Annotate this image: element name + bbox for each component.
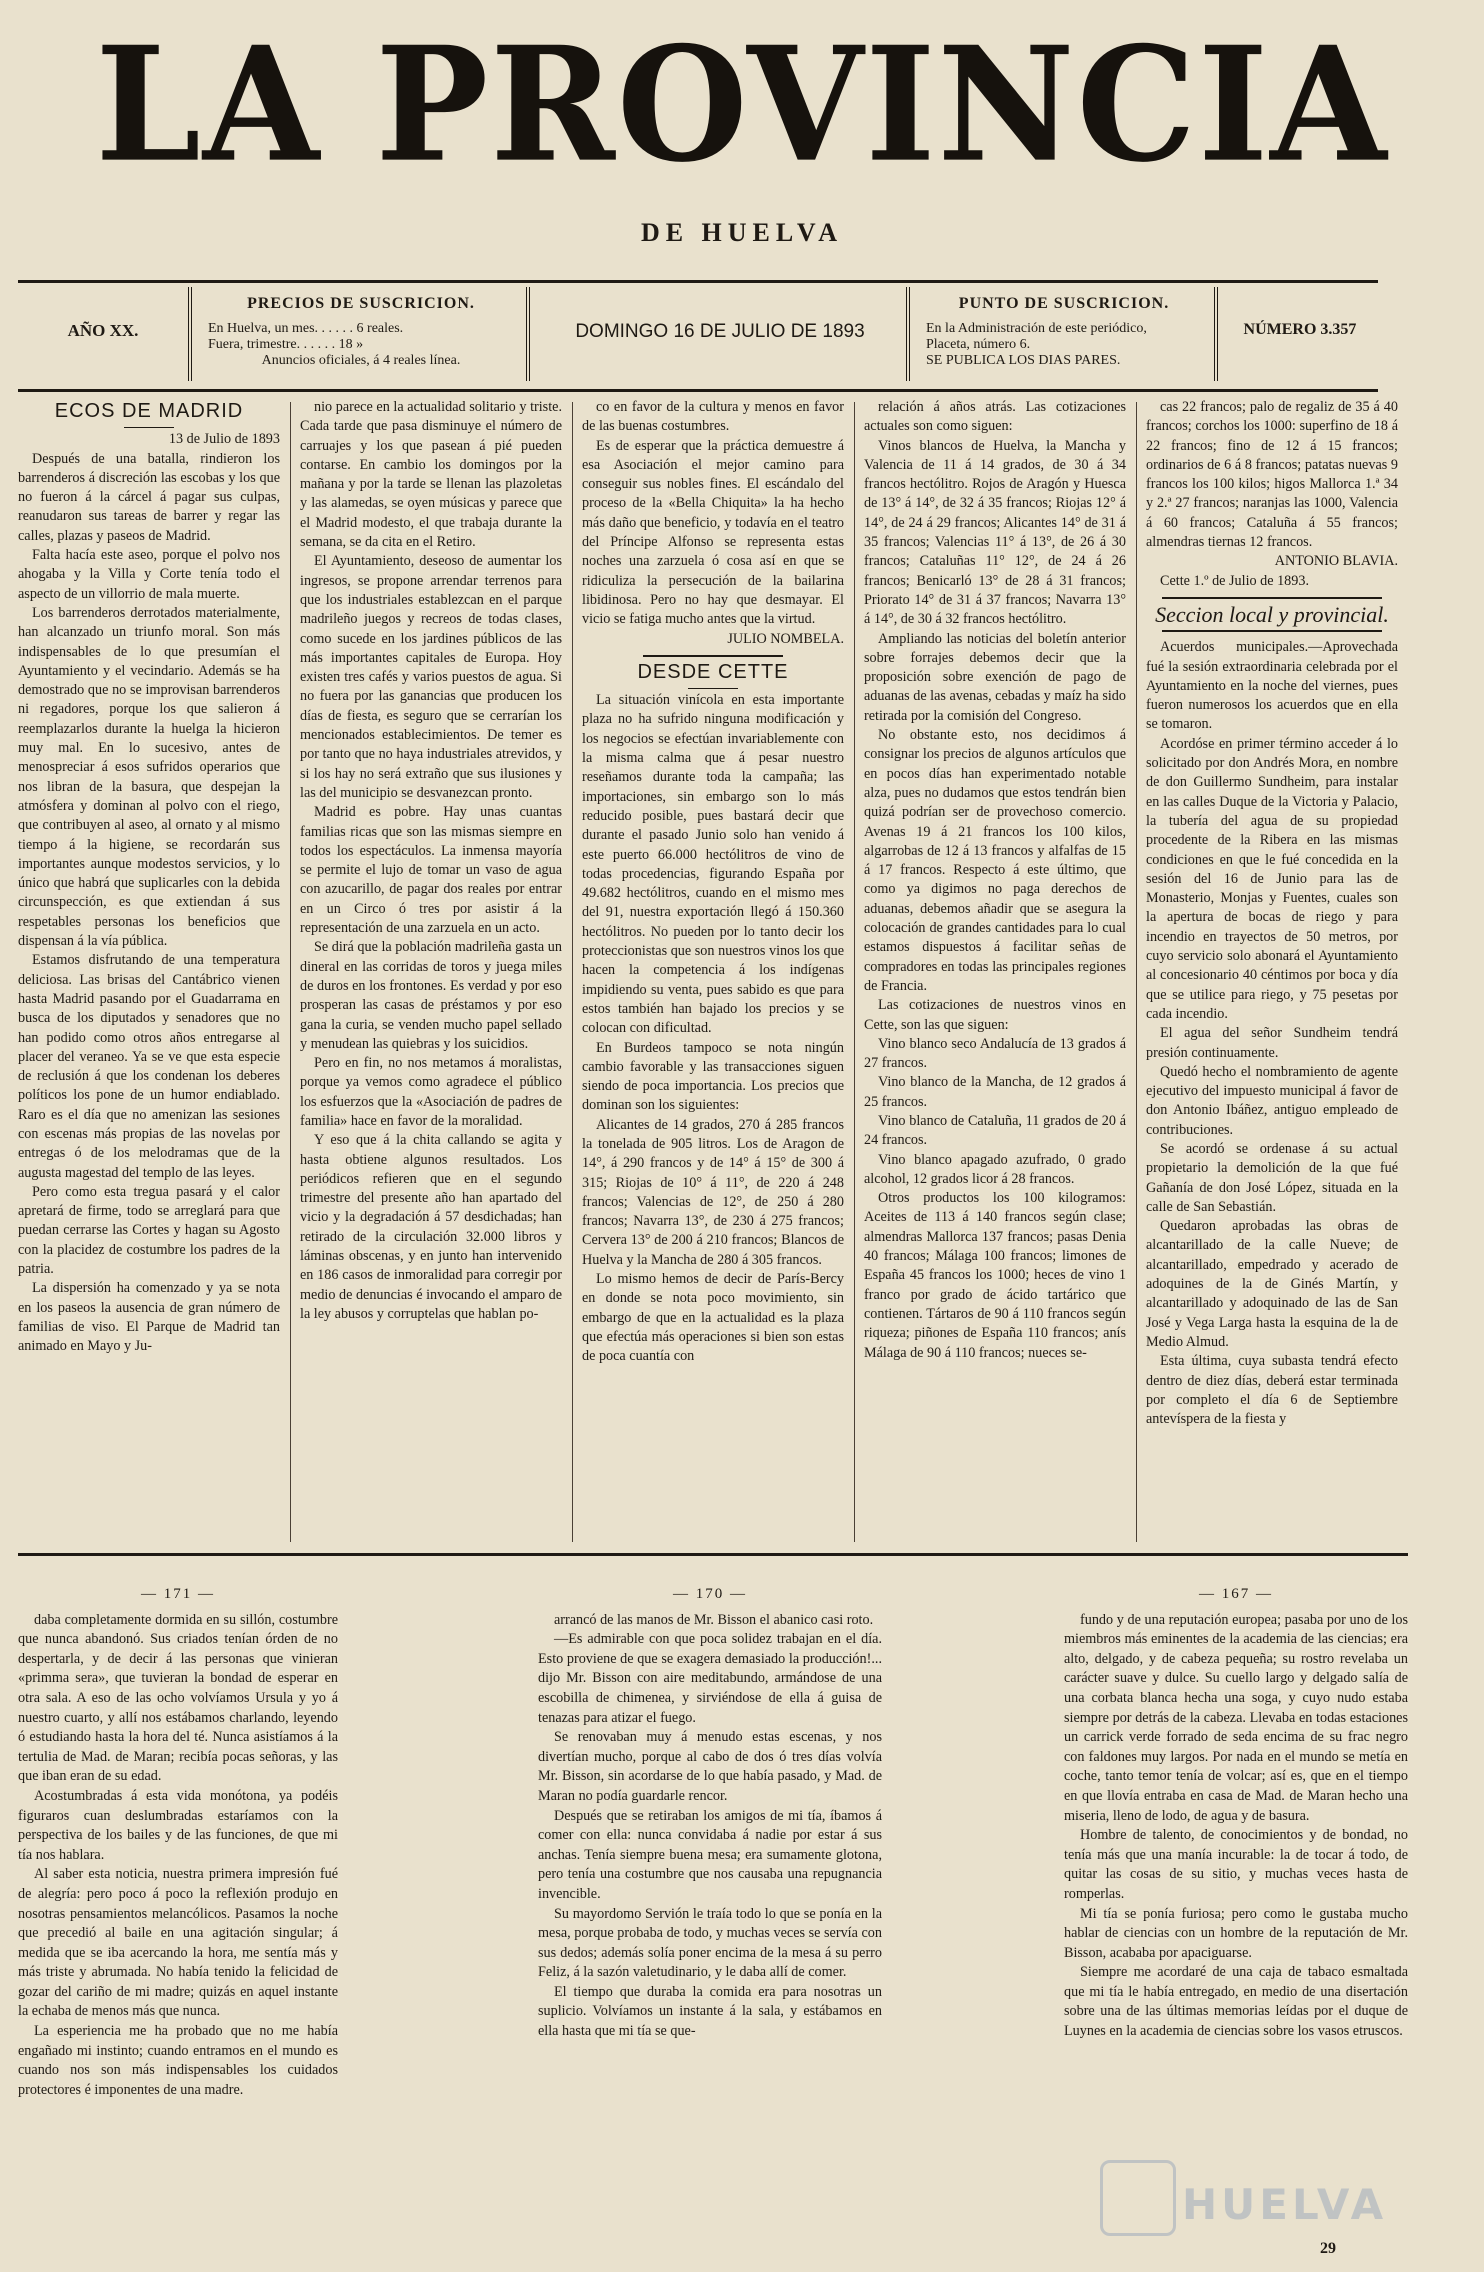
paragraph: Ampliando las noticias del boletín anterior sobre forrajes debemos decir que la proposición sobre exención de pago de aduanas de las avenas, cebadas y maíz ha sido retirada por la comisión del Congreso. <box>864 630 1126 724</box>
paragraph: Vino blanco apagado azufrado, 0 grado alcohol, 12 grados licor á 28 francos. <box>864 1151 1126 1187</box>
paragraph: Es de esperar que la práctica demuestre á esa Asociación el mejor camino para conseguir sus nobles fines. El escándalo del proceso de la «Bella Chiquita» la ha hecho más daño que beneficio, y todavía en el teatro del Príncipe Alfonso se representa estas noches una zarzuela ó cosa así en que se ridiculiza la persecución de la bailarina libidinosa. Pero no hay que desmayar. El vicio se fatiga mucho antes que la virtud. <box>582 437 844 628</box>
folletin-column-2 <box>538 1585 882 2245</box>
column-1 <box>18 398 280 1546</box>
section-title: DESDE CETTE <box>637 660 789 683</box>
divider <box>526 287 530 381</box>
signature: JULIO NOMBELA. <box>727 630 844 647</box>
paragraph: Acuerdos municipales.—Aprovechada fué la sesión extraordinaria celebrada por el Ayuntamiento en la noche del viernes, pues fueron numerosos los acuerdos que en ella se tomaron. <box>1146 639 1398 733</box>
paragraph: —Es admirable con que poca solidez trabajan en el día. Esto proviene de que se exagera demasiado la producción!... dijo Mr. Bisson con aire meditabundo, armándose de una escobilla de chimenea, y sirviéndose de ella á guisa de tenazas para atizar el fuego. <box>538 1631 882 1726</box>
paragraph: Acordóse en primer término acceder á lo solicitado por don Andrés Mora, en nombre de don Guillermo Sundheim, para instalar en las calles Duque de la Victoria y Palacio, la tubería del agua de su propiedad procedente de la Ribera en las mismas condiciones en que le fué concedida en la sesión del 16 de Junio para las de Monasterio, Monjas y Fuentes, cuales son la apertura de bocas de riego y para incendio en trayectos de 50 metros, por cuyo servicio solo abonará el Ayuntamiento al concesionario 40 céntimos por boca y día que se utilice para riego, y 75 pesetas por cada incendio. <box>1146 735 1398 1022</box>
paragraph: Se dirá que la población madrileña gasta un dineral en las corridas de toros y juega miles de duros en los frontones. Es verdad y por eso prosperan las casas de préstamos y por eso gana la curia, se venden mucho papel sellado y menudean las quiebras y los suicidios. <box>300 939 562 1052</box>
subscription-line: Placeta, número 6. <box>926 337 1031 352</box>
paragraph: El agua del señor Sundheim tendrá presión continuamente. <box>1146 1025 1398 1061</box>
paragraph: nio parece en la actualidad solitario y triste. Cada tarde que pasa disminuye el número de carruajes y los que pasean á pié pueden contarse. En cambio los domingos por la mañana y por la tarde se llenan las plazoletas y las alamedas, se oyen músicas y parece que el Madrid modesto, el que trabaja durante la semana, se da cita en el Retiro. <box>300 399 562 551</box>
newspaper-subtitle: DE HUELVA <box>640 218 844 247</box>
paragraph: Al saber esta noticia, nuestra primera impresión fué de alegría: pero poco á poco la reflexión produjo en nosotras pensamientos melancólicos. Pasamos la noche que precedió al baile en una agitación singular; á medida que se iba acercando la hora, me sentía más y más triste y abrumada. No había tenido la felicidad de gozar del cariño de mi madre; quizás en aquel instante la echaba de menos más que nunca. <box>18 1866 338 2020</box>
paragraph: Mi tía se ponía furiosa; pero como le gustaba mucho hablar de ciencias con un hombre de la reputación de Mr. Bisson, acababa por apaciguarse. <box>1064 1905 1408 1961</box>
paragraph: Después de una batalla, rindieron los barrenderos á discreción las escobas y los que no fueron á la cárcel á pagar sus culpas, reanudaron sus tareas de barrer y regar las calles, plazas y paseos de Madrid. <box>18 450 280 544</box>
paragraph: Otros productos los 100 kilogramos: Aceites de 113 á 140 francos según clase; almendras Mallorca 137 francos; pasas Denia 40 francos; Málaga 100 francos; limones de España 45 francos los 1000; heces de vino 1 franco por grado de ácido tartárico que contienen. Tártaros de 90 á 110 francos según riqueza; piñones de España 110 francos; anís Málaga de 90 á 110 francos; nueces se- <box>864 1190 1126 1361</box>
folletin-section <box>18 1585 1408 2245</box>
masthead <box>0 0 1484 265</box>
paragraph: Vinos blancos de Huelva, la Mancha y Valencia de 11 á 14 grados, de 30 á 34 francos hectólitro. Rojos de Aragón y Huesca de 13° á 14°, de 32 á 35 francos; Riojas 12° á 14°, de 24 á 29 francos; Alicantes 14° de 31 á 35 francos; Valencias 11° á 13°, de 26 á 30 francos; Cataluñas 11° 12°, de 24 á 26 francos; Benicarló 13° de 28 á 31 francos; Priorato 14° de 31 á 37 francos; Navarra 13° á 14°, de 30 á 32 francos hectólitro. <box>864 437 1126 628</box>
paragraph: Quedaron aprobadas las obras de alcantarillado de la calle Nueve; de alcantarillado, empedrado y acerado de adoquines de la de Ginés Martín, y alcantarillado y adoquinado de las de San José y Vega Larga hasta la esquina de la de Medio Almud. <box>1146 1218 1398 1350</box>
paragraph: Se acordó se ordenase á su actual propietario la demolición de la que fué Gañanía de don José López, situada en la calle de San Sebastián. <box>1146 1140 1398 1215</box>
prices-cell <box>196 283 526 383</box>
subscription-title: PUNTO DE SUSCRICION. <box>958 295 1170 312</box>
date-cell <box>534 283 906 383</box>
folletin-divider <box>18 1553 1408 1556</box>
year-cell <box>18 283 188 383</box>
library-watermark <box>1100 2150 1400 2240</box>
paragraph: No obstante esto, nos decidimos á consignar los precios de algunos artículos que en pocos días han experimentado notable alza, pues no dudamos que estos tendrán bien quizá podrían ser de provechoso comercio. Avenas 19 á 21 francos los 100 kilos, algarrobas de 12 á 13 francos y alfalfas de 15 á 17 francos. Respecto á este último, que como ya digimos no paga derechos de aduanas, debemos añadir que se asegura la colocación de grandes cantidades para lo cual estamos dispuestos á facilitar señas de compradores en todas las principales regiones de Francia. <box>864 727 1126 994</box>
divider <box>643 655 783 657</box>
paragraph: Pero en fin, no nos metamos á moralistas, porque ya vemos como agradece el público los esfuerzos que la «Asociación de padres de familia» hace en favor de la moralidad. <box>300 1055 562 1129</box>
paragraph: relación á años atrás. Las cotizaciones actuales son como siguen: <box>864 399 1126 435</box>
paragraph: daba completamente dormida en su sillón, costumbre que nunca abandonó. Sus criados tenían órden de no despertarla, y de decir á las personas que vinieran «primma sera», que tuvieran la bondad de esperar en otra sala. A eso de las ocho volvíamos Ursula y yo á nuestro cuarto, y allí nos estábamos charlando, leyendo ó estudiando hasta la hora del té. Nunca asistíamos á la tertulia de Mad. de Maran; recibía pocas señoras, y las que iban eran de su edad. <box>18 1611 338 1785</box>
paragraph: Después que se retiraban los amigos de mi tía, íbamos á comer con ella: nunca convidaba á nadie por estar á sus anchas. Tenía siempre buena mesa; era sumamente glotona, pero tenía una costumbre que nos causaba una repugnancia invencible. <box>538 1807 882 1902</box>
page-number: — 170 — <box>673 1586 747 1602</box>
newspaper-title: LA PROVINCIA <box>95 12 1389 198</box>
divider <box>906 287 910 381</box>
divider <box>124 427 174 428</box>
divider <box>1214 287 1218 381</box>
paragraph: Se renovaban muy á menudo estas escenas, y nos divertían mucho, porque al cabo de dos ó tres días volvía Mr. Bisson, sin acordarse de lo que había pasado, y Mad. de Maran no podía guardarle rencor. <box>538 1729 882 1804</box>
prices-line: En Huelva, un mes. . . . . . 6 reales. <box>208 321 404 336</box>
section-title: Seccion local y provincial. <box>1155 601 1389 627</box>
paragraph: Madrid es pobre. Hay unas cuantas familias ricas que son las mismas siempre en todos los espectáculos. La inmensa mayoría se permite el lujo de tomar un vaso de agua con azucarillo, de pagar dos reales por entrar en un Circo ó tres por asistir á la representación de una zarzuela en un acto. <box>300 804 562 937</box>
column-3 <box>582 398 844 1546</box>
divider <box>1162 630 1382 632</box>
info-bar <box>18 280 1378 392</box>
divider <box>188 287 192 381</box>
subscription-line: SE PUBLICA LOS DIAS PARES. <box>926 353 1121 368</box>
folletin-column-3 <box>1064 1585 1408 2245</box>
column-4 <box>864 398 1126 1546</box>
folio-number: 29 <box>1320 2240 1336 2257</box>
paragraph: Vino blanco de la Mancha, de 12 grados á 25 francos. <box>864 1074 1126 1110</box>
year-label: AÑO XX. <box>67 321 139 340</box>
subscription-cell <box>914 283 1214 383</box>
number-cell <box>1222 283 1378 383</box>
paragraph: Esta última, cuya subasta tendrá efecto dentro de diez días, deberá estar terminada por completo el día 6 de Septiembre antevíspera de la fiesta y <box>1146 1353 1398 1428</box>
paragraph: Hombre de talento, de conocimientos y de bondad, no tenía más que una manía incurable: la de tocar á todo, de quitar las cosas de su sitio, y muchas veces hasta de romperlas. <box>1064 1827 1408 1902</box>
paragraph: Acostumbradas á esta vida monótona, ya podéis figuraros cuan deslumbradas estaríamos con la perspectiva de los bailes y de las funciones, de que mi tía nos hablara. <box>18 1787 338 1863</box>
paragraph: El Ayuntamiento, deseoso de aumentar los ingresos, se propone arrendar terrenos para que los industriales establezcan en el parque madrileño juegos y recreos de todas clases, como sucede en los jardines públicos de las más importantes capitales de Europa. Hoy existen tres cafés y varios puestos de agua. Si no fuera por las ganancias que producen los días de fiesta, es seguro que se cerrarían los mencionados establecimientos. De temer es por tanto que no haya industriales atrevidos, y si los hay no será extraño que sus ilusiones y las del municipio se desvanezcan pronto. <box>300 553 562 801</box>
paragraph: arrancó de las manos de Mr. Bisson el abanico casi roto. <box>554 1611 874 1628</box>
paragraph: Los barrenderos derrotados materialmente, han alcanzado un triunfo moral. Son más indispensables de lo que presumían el Ayuntamiento y el vecindario. Además se ha demostrado que no se improvisan barrenderos ni regadores, porque los que salieron á reemplazarlos durante la huelga la hicieron muy mal. En lo sucesivo, antes de menospreciar á esos sufridos operarios que nos libran de la basura, que despejan la atmósfera y dominan al polvo con el riego, que contribuyen al aseo, al ornato y al mismo tiempo á la higiene, se recordarán sus importantes aunque modestos servicios, y lo único que habrá que suplicarles con la debida circunspección, es que extiendan á sus respetables personas los beneficios que dispensan á la vía pública. <box>18 604 280 950</box>
column-2 <box>300 398 562 1546</box>
page-number: — 171 — <box>141 1586 215 1602</box>
paragraph: En Burdeos tampoco se nota ningún cambio favorable y las transacciones siguen siendo de poca importancia. Los precios que dominan son los siguientes: <box>582 1039 844 1114</box>
paragraph: Y eso que á la chita callando se agita y hasta obtiene algunos resultados. Los periódicos refieren que en el segundo trimestre del presente año han apartado del vicio y la degradación á 57 desdichadas; han retirado de la circulación 32.000 libros y láminas obscenas, y en junto han intervenido en 186 casos de inmoralidad para corregir por medio de denuncias é invocando el amparo de la ley abusos y corruptelas que hablan po- <box>300 1132 562 1322</box>
paragraph: La situación vinícola en esta importante plaza no ha sufrido ninguna modificación y los negocios se efectúan invariablemente con la misma calma que á pesar nuestro reseñamos durante toda la campaña; las importaciones, sin embargo son lo más reducido posible, pues bastará decir que durante el pasado Junio solo han venido á este puerto 66.000 hectólitros de vino de todas procedencias, figurando España por 49.682 hectólitros, cuando en el mismo mes del 91, nuestra exportación llegó á 150.360 hectólitros. No pueden por lo tanto decir los proteccionistas que son nuestros vinos los que hacen la competencia á los indígenas impidiendo su venta, pues sabido es que para estos también han bajado los precios y se colocan con dificultad. <box>582 692 844 1037</box>
paragraph: La esperiencia me ha probado que no me había engañado mi instinto; cuando entramos en el mundo es cuando nos son más indispensables los cuidados protectores é imponentes de una madre. <box>18 2023 338 2098</box>
paragraph: Quedó hecho el nombramiento de agente ejecutivo del impuesto municipal á favor de don Antonio Ibáñez, antiguo empleado de contribuciones. <box>1146 1063 1398 1138</box>
paragraph: Pero como esta tregua pasará y el calor apretará de firme, todo se arreglará para que puedan cerrarse las Cortes y hagan su Agosto con la placidez de costumbre los padres de la patria. <box>18 1183 280 1278</box>
watermark-logo-icon <box>1100 2160 1176 2236</box>
subscription-line: En la Administración de este periódico, <box>926 321 1147 336</box>
prices-line: Anuncios oficiales, á 4 reales línea. <box>261 353 461 368</box>
section-title: ECOS DE MADRID <box>54 400 244 422</box>
paragraph: El tiempo que duraba la comida era para nosotras un suplicio. Volvíamos un instante á la sala, y estábamos en ella hasta que mi tía se que- <box>538 1983 882 2040</box>
column-divider <box>854 402 855 1542</box>
divider <box>1162 597 1382 599</box>
paragraph: co en favor de la cultura y menos en favor de las buenas costumbres. <box>582 399 844 435</box>
paragraph: Su mayordomo Servión le traía todo lo que se ponía en la mesa, porque probaba de todo, y muchas veces se servía con sus dedos; además solía poner encima de la mesa á su perro Feliz, á la sazón valetudinario, y le daba allí de comer. <box>538 1905 882 1981</box>
issue-number: NÚMERO 3.357 <box>1243 321 1357 338</box>
paragraph: Las cotizaciones de nuestros vinos en Cette, son las que siguen: <box>864 997 1126 1033</box>
prices-line: Fuera, trimestre. . . . . . 18 » <box>208 337 364 352</box>
paragraph: fundo y de una reputación europea; pasaba por uno de los miembros más eminentes de la academia de las ciencias; era alto, delgado, y de cabeza pequeña; su rostro revelaba un carácter suave y dulce. Su cuello largo y delgado salía de una corbata blanca hecha una soga, y cuyo nudo estaba siempre por detrás de la cabeza. Llevaba en todas estaciones un carrick verde forrado de seda encima de su frac negro con faldones muy largos. Por nada en el mundo se metía en coche, tanto temor tenía de volcar; así es, que en el tiempo en que llovía entraba en casa de Mad. de Maran hecho una miseria, lleno de lodo, de agua y de basura. <box>1064 1611 1408 1824</box>
paragraph: Estamos disfrutando de una temperatura deliciosa. Las brisas del Cantábrico vienen hasta Madrid pasando por el Guadarrama en busca de los diputados y senadores que no han podido como otros años entregarse al placer del veraneo. Ya se ve que esta especie de reclusión á que los condenan los deberes políticos los pone de un humor endiablado. Raro es el día que no amenizan las sesiones con escenas más propias de las novelas por entregas ó de los melodramas que de la augusta magestad del templo de las leyes. <box>18 952 280 1181</box>
column-divider <box>290 402 291 1542</box>
front-page-columns <box>18 398 1398 1546</box>
paragraph: La dispersión ha comenzado y ya se nota en los paseos la ausencia de gran número de familias de viso. El Parque de Madrid tan animado en Mayo y Ju- <box>18 1280 280 1355</box>
paragraph: Lo mismo hemos de decir de París-Bercy en donde se nota poco movimiento, sin embargo de que en la actualidad es la plaza que efectúa más operaciones si bien son estas de poca cuantía con <box>582 1271 844 1365</box>
paragraph: Vino blanco de Cataluña, 11 grados de 20 á 24 francos. <box>864 1112 1126 1149</box>
column-divider <box>572 402 573 1542</box>
dateline: Cette 1.º de Julio de 1893. <box>1160 572 1310 589</box>
signature: ANTONIO BLAVIA. <box>1274 553 1398 570</box>
page-number: — 167 — <box>1199 1586 1273 1602</box>
column-5 <box>1146 398 1398 1546</box>
folletin-column-1 <box>18 1585 338 2245</box>
dateline: 13 de Julio de 1893 <box>168 431 280 448</box>
prices-title: PRECIOS DE SUSCRICION. <box>247 295 475 312</box>
paragraph: Alicantes de 14 grados, 270 á 285 francos la tonelada de 905 litros. Los de Aragon de 14°, á 290 francos y de 14° á 15° de 300 á 315; Riojas de 10° á 11°, de 220 á 248 francos; Valencias de 12°, de 250 á 280 francos; Navarra 13°, de 230 á 275 francos; Cervera 13° de 200 á 210 francos; Blancos de Huelva y la Mancha de 280 á 305 francos. <box>582 1116 844 1268</box>
issue-date: DOMINGO 16 DE JULIO DE 1893 <box>575 321 865 342</box>
divider <box>688 688 738 689</box>
paragraph: Vino blanco seco Andalucía de 13 grados á 27 francos. <box>864 1035 1126 1072</box>
paragraph: Falta hacía este aseo, porque el polvo nos ahogaba y la Villa y Corte tenía todo el aspecto de un villorrio de mala muerte. <box>18 547 280 602</box>
watermark-text: HUELVA <box>1182 2180 1388 2229</box>
column-divider <box>1136 402 1137 1542</box>
paragraph: Siempre me acordaré de una caja de tabaco esmaltada que mi tía le había entregado, en medio de una disertación sobre una de las últimas memorias leídas por el duque de Luynes en la academia de ciencias sobre los vasos etruscos. <box>1064 1964 1408 2040</box>
paragraph: cas 22 francos; palo de regaliz de 35 á 40 francos; corchos los 1000: superfino de 18 á 22 francos; fino de 12 á 15 francos; ordinarios de 6 á 8 francos; patatas nuevas 9 francos los 100 kilos; higos Mallorca 1.ª 34 y 2.ª 27 francos; naranjas las 1000, Valencia á 60 francos; Cataluña á 55 francos; almendras tiernas 12 francos. <box>1146 399 1398 551</box>
